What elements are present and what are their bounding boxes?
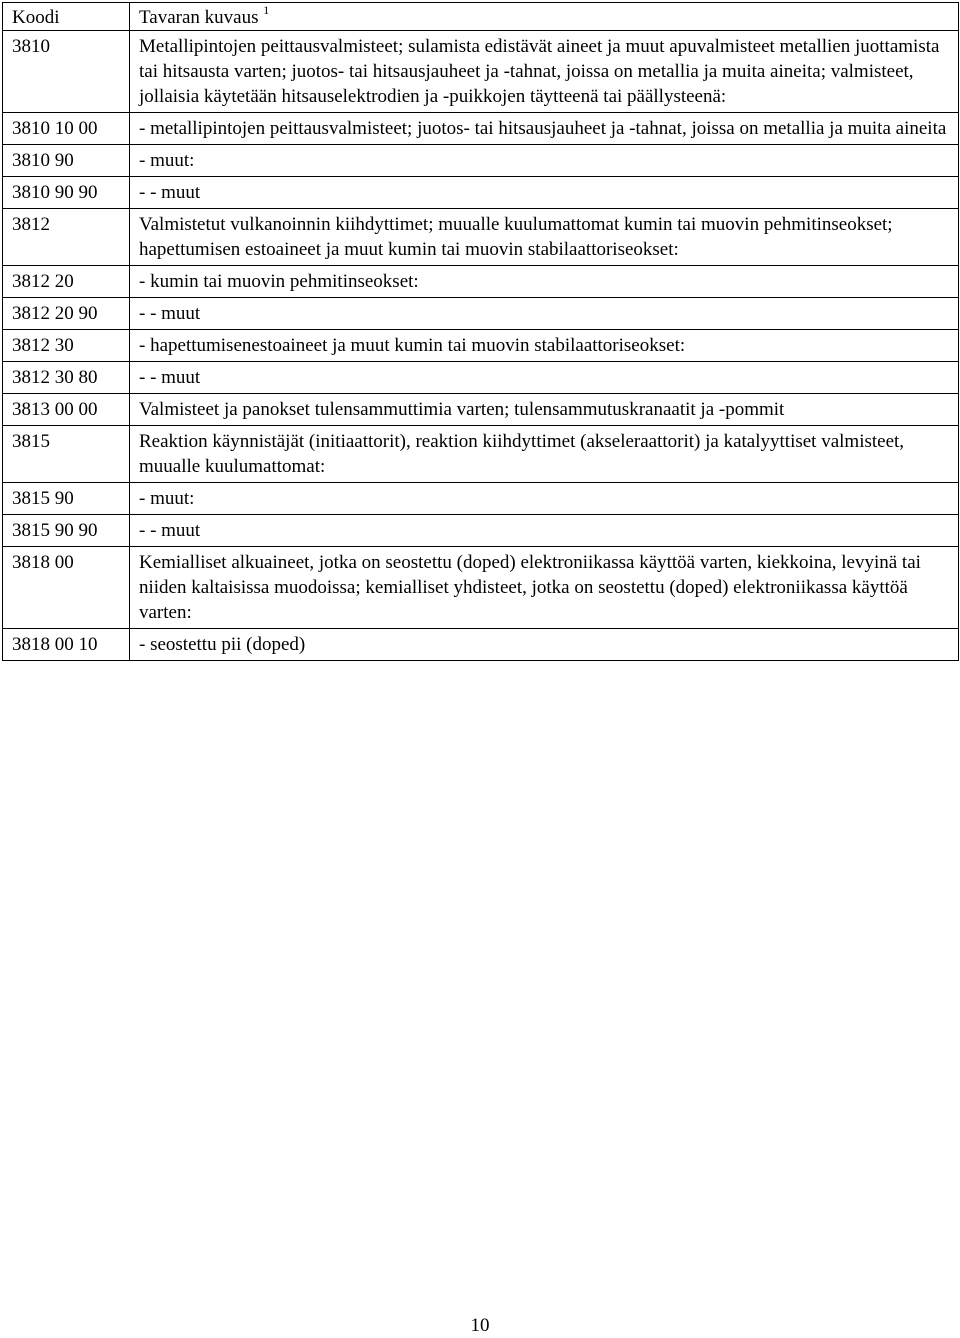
row-description: - hapettumisenestoaineet ja muut kumin tai muovin stabilaattoriseokset: [130,330,959,362]
table-row [3,362,959,394]
page-number: 10 [470,1315,490,1336]
row-description: - - muut [130,362,959,394]
tariff-code-table [2,2,959,661]
footnote-reference: 1 [263,3,270,17]
table-row [3,177,959,209]
column-header-description-label: Tavaran kuvaus [139,7,259,28]
column-header-description [130,3,959,31]
row-description: Valmisteet ja panokset tulensammuttimia varten; tulensammutuskranaatit ja -pommit [130,394,959,426]
table-row [3,209,959,266]
table-row [3,426,959,483]
row-description: Reaktion käynnistäjät (initiaattorit), reaktion kiihdyttimet (akseleraattorit) ja katalyyttiset valmisteet, muualle kuulumattomat: [130,426,959,483]
table-row [3,31,959,113]
row-code: 3812 30 80 [3,362,130,394]
row-description: - muut: [130,483,959,515]
row-code: 3815 90 90 [3,515,130,547]
row-description: Metallipintojen peittausvalmisteet; sulamista edistävät aineet ja muut apuvalmisteet metallien juottamista tai hitsausta varten; juotos- tai hitsausjauheet ja -tahnat, joissa on metallia ja muita aineita; valmisteet, jollaisia käytetään hitsauselektrodien ja -puikkojen täytteenä tai päällysteenä: [130,31,959,113]
table-row [3,547,959,629]
row-code: 3812 20 90 [3,298,130,330]
row-description: - muut: [130,145,959,177]
row-description: - kumin tai muovin pehmitinseokset: [130,266,959,298]
row-description: Valmistetut vulkanoinnin kiihdyttimet; muualle kuulumattomat kumin tai muovin pehmitinseokset; hapettumisen estoaineet ja muut kumin tai muovin stabilaattoriseokset: [130,209,959,266]
table-row [3,298,959,330]
row-code: 3810 90 90 [3,177,130,209]
row-code: 3813 00 00 [3,394,130,426]
row-code: 3810 [3,31,130,113]
row-code: 3812 30 [3,330,130,362]
table-row [3,629,959,661]
row-description: - - muut [130,298,959,330]
column-header-code: Koodi [3,3,130,31]
row-code: 3810 90 [3,145,130,177]
table-row [3,113,959,145]
table-row [3,266,959,298]
row-code: 3818 00 [3,547,130,629]
row-description: - metallipintojen peittausvalmisteet; juotos- tai hitsausjauheet ja -tahnat, joissa on metallia ja muita aineita [130,113,959,145]
row-code: 3815 90 [3,483,130,515]
row-description: Kemialliset alkuaineet, jotka on seostettu (doped) elektroniikassa käyttöä varten, kiekkoina, levyinä tai niiden kaltaisissa muodoissa; kemialliset yhdisteet, jotka on seostettu (doped) elektroniikassa käyttöä varten: [130,547,959,629]
table-body [3,31,959,661]
table-header-row [3,3,959,31]
table-row [3,145,959,177]
row-code: 3818 00 10 [3,629,130,661]
row-description: - - muut [130,515,959,547]
row-code: 3810 10 00 [3,113,130,145]
table-row [3,394,959,426]
table-row [3,515,959,547]
row-code: 3812 [3,209,130,266]
row-code: 3812 20 [3,266,130,298]
row-description: - - muut [130,177,959,209]
row-description: - seostettu pii (doped) [130,629,959,661]
table-row [3,330,959,362]
table-row [3,483,959,515]
row-code: 3815 [3,426,130,483]
